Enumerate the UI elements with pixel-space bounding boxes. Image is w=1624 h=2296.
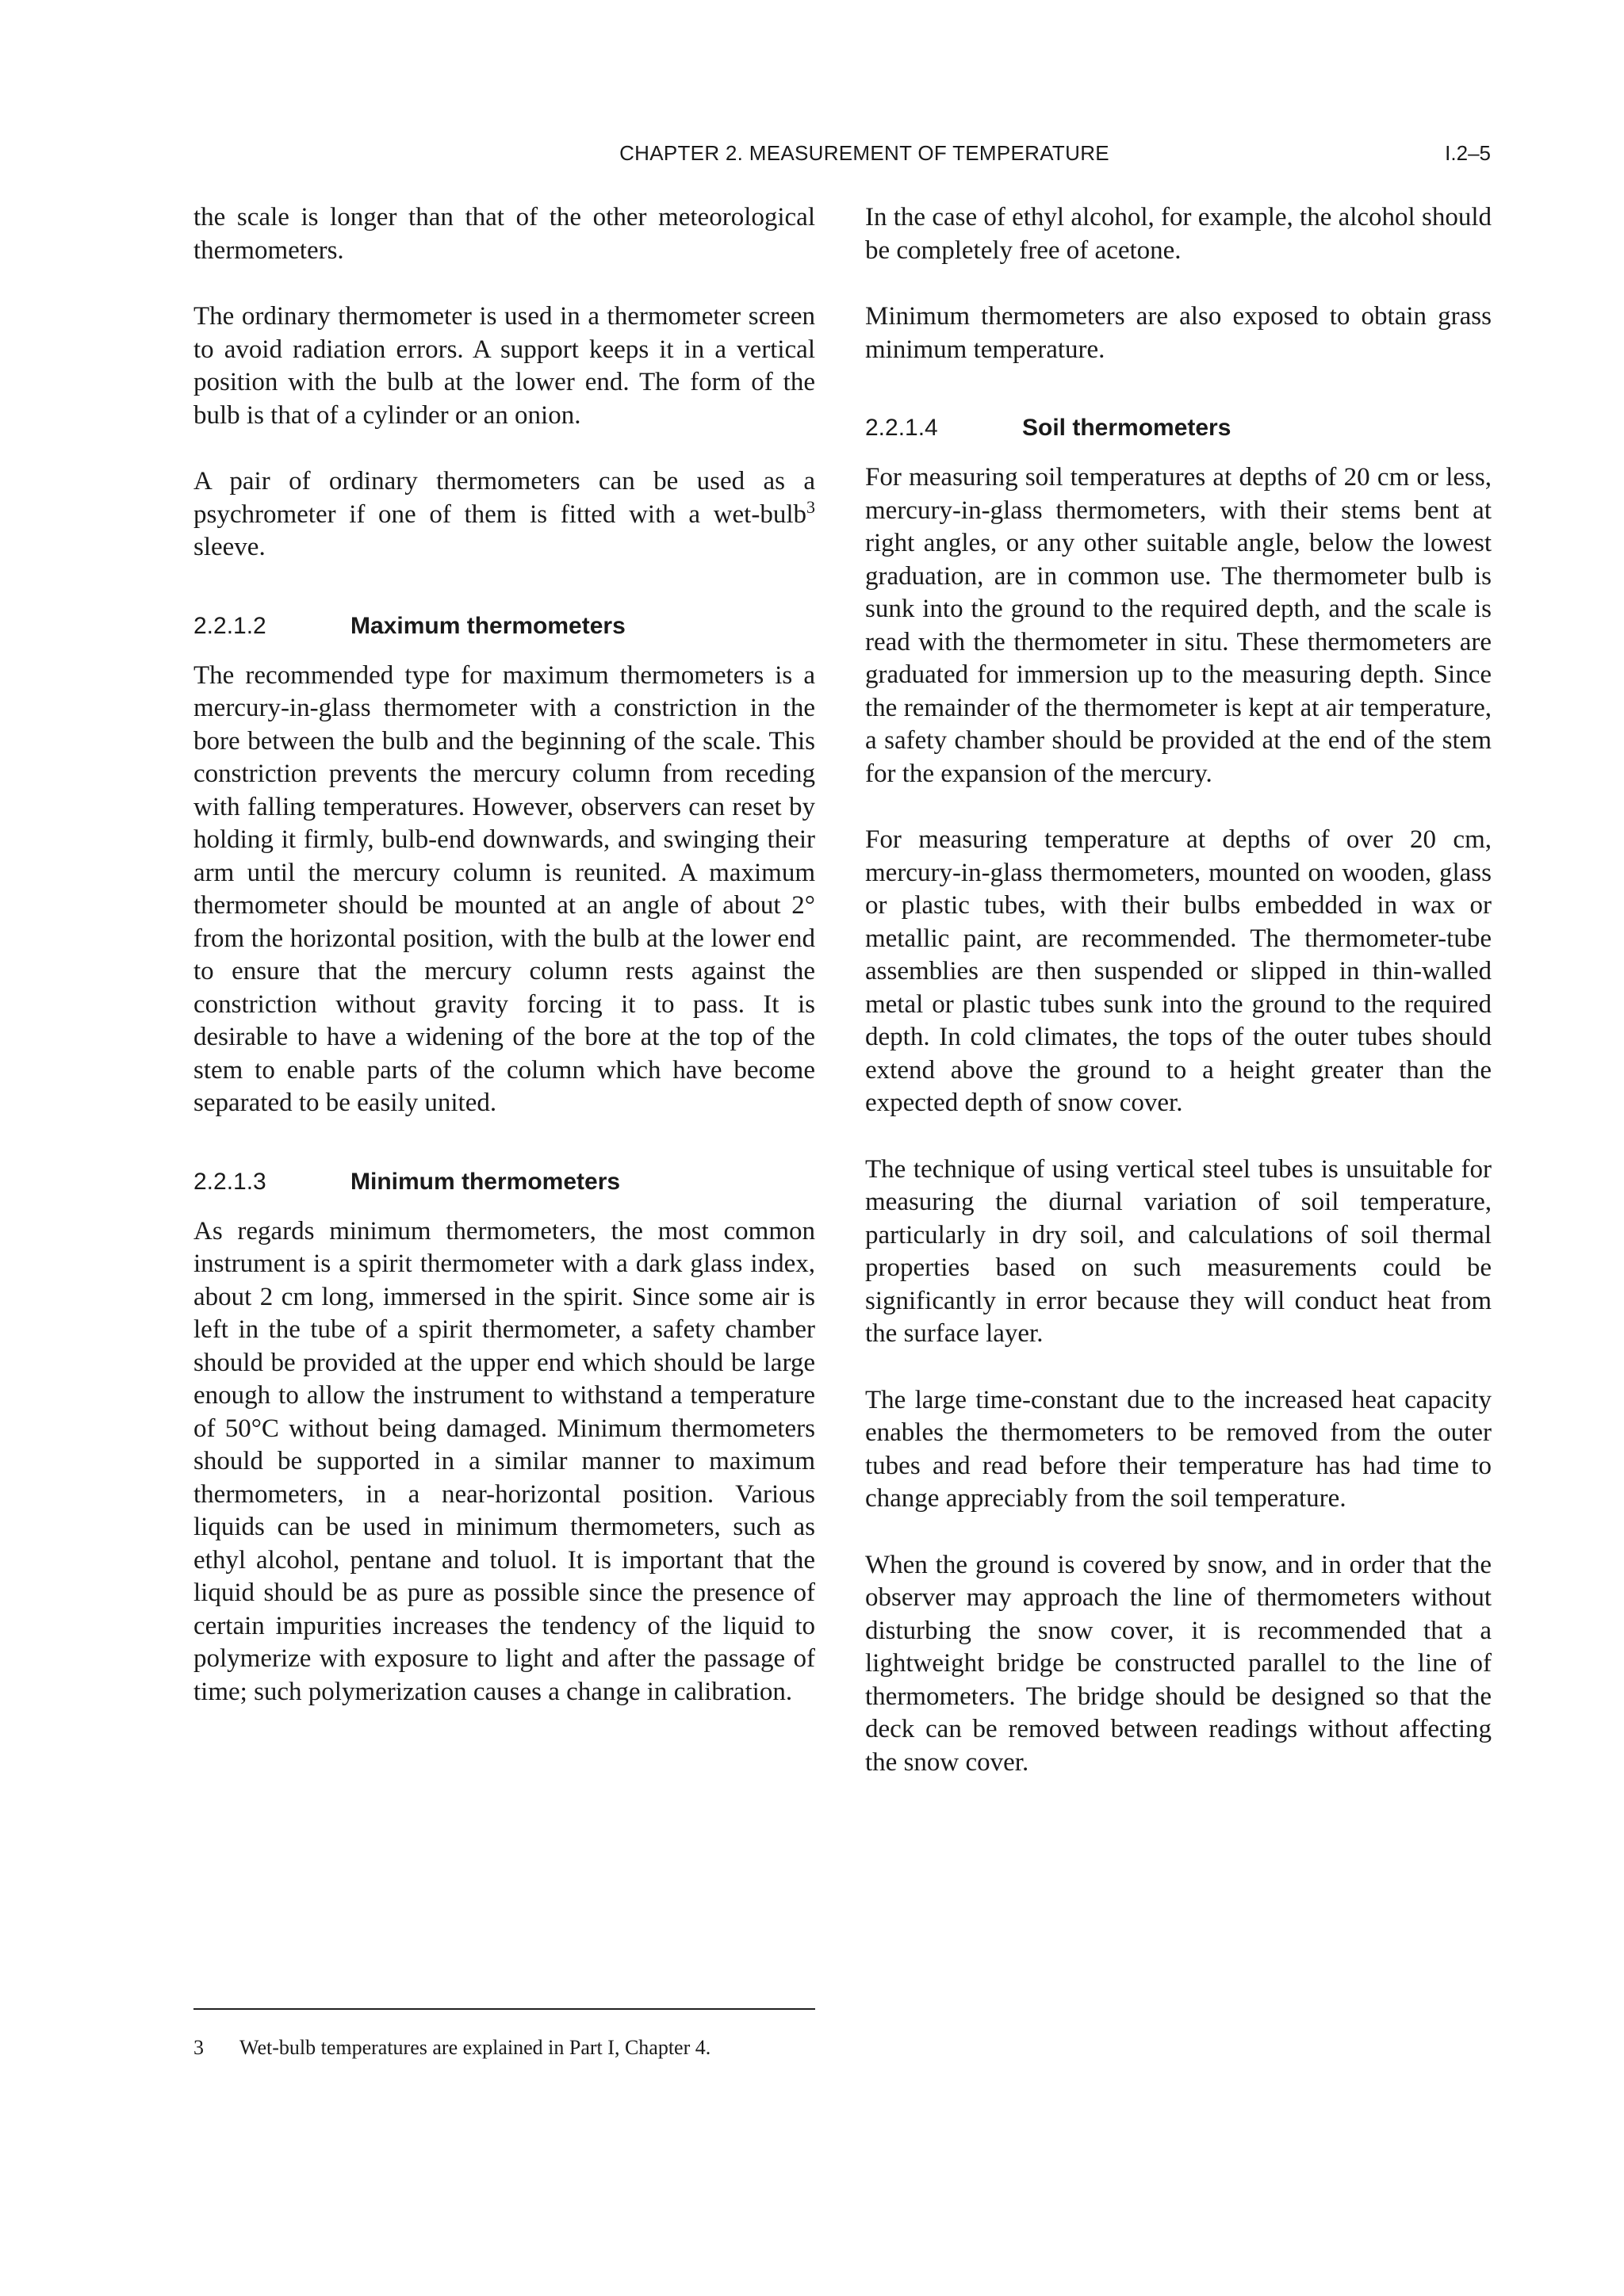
section-heading-minimum-thermometers [193,1166,815,1198]
section-number: 2.2.1.3 [193,1168,266,1195]
paragraph: The technique of using vertical steel tubes is unsuitable for measuring the diurnal variation of soil temperature, particularly in dry soil, and calculations of soil thermal properties based on such measurements could be significantly in error because they will conduct heat from the surface layer. [865,1154,1492,1348]
section-title: Soil thermometers [1022,415,1231,441]
paragraph: The ordinary thermometer is used in a thermometer screen to avoid radiation errors. A support keeps it in a vertical position with the bulb at the lower end. The form of the bulb is that of a cylinder or an onion. [193,302,815,430]
paragraph-text: A pair of ordinary thermometers can be used as a psychrometer if one of them is fitted with a wet-bulb [193,467,815,529]
running-header: CHAPTER 2. MEASUREMENT OF TEMPERATURE [619,141,1109,165]
section-title: Maximum thermometers [350,612,626,639]
footnote-divider [193,2008,815,2010]
paragraph-with-footnote-ref [193,465,815,564]
paragraph: the scale is longer than that of the other meteorological thermometers. [193,203,815,265]
section-number: 2.2.1.4 [865,415,938,441]
paragraph-text: sleeve. [193,533,266,561]
section-title: Minimum thermometers [350,1168,621,1195]
section-heading-soil-thermometers [865,412,1492,444]
section-heading-maximum-thermometers [193,610,815,642]
paragraph: For measuring soil temperatures at depths of 20 cm or less, mercury-in-glass thermometers, with their stems bent at right angles, or any other suitable angle, below the lowest graduation, are in common use. The thermometer bulb is sunk into the ground to the required depth, and the scale is read with the thermometer in situ. These thermometers are graduated for immersion up to the measuring depth. Since the remainder of the thermometer is kept at air temperature, a safety chamber should be provided at the end of the stem for the expansion of the mercury. [865,463,1492,788]
footnote [193,2036,815,2060]
left-column [193,201,815,1742]
paragraph: The large time-constant due to the increased heat capacity enables the thermometers to be removed from the outer tubes and read before their temperature has had time to change appreciably from the soil temperature. [865,1385,1492,1513]
footnote-reference: 3 [806,496,815,517]
paragraph: As regards minimum thermometers, the most common instrument is a spirit thermometer with a dark glass index, about 2 cm long, immersed in the spirit. Since some air is left in the tube of a spirit thermometer, a safety chamber should be provided at the upper end which should be large enough to allow the instrument to withstand a temperature of 50°C without being damaged. Minimum thermometers should be supported in a similar manner to maximum thermometers, in a near-horizontal position. Various liquids can be used in minimum thermometers, such as ethyl alcohol, pentane and toluol. It is important that the liquid should be as pure as possible since the presence of certain impurities increases the tendency of the liquid to polymerize with exposure to light and after the passage of time; such polymerization causes a change in calibration. [193,1216,815,1706]
footnote-text: Wet-bulb temperatures are explained in Part I, Chapter 4. [239,2036,711,2059]
paragraph: Minimum thermometers are also exposed to obtain grass minimum temperature. [865,302,1492,364]
paragraph: When the ground is covered by snow, and in order that the observer may approach the line of thermometers without disturbing the snow cover, it is recommended that a lightweight bridge be constructed parallel to the line of thermometers. The bridge should be designed so that the deck can be removed between readings without affecting the snow cover. [865,1550,1492,1777]
footnote-number: 3 [193,2036,204,2059]
section-number: 2.2.1.2 [193,612,266,639]
paragraph: For measuring temperature at depths of over 20 cm, mercury-in-glass thermometers, mounted on wooden, glass or plastic tubes, with their bulbs embedded in wax or metallic paint, are recommended. The thermometer-tube assemblies are then suspended or slipped in thin-walled metal or plastic tubes sunk into the ground to the required depth. In cold climates, the tops of the outer tubes should extend above the ground to a height greater than the expected depth of snow cover. [865,825,1492,1117]
page-number: I.2–5 [1445,141,1491,165]
right-column [865,201,1492,1812]
paragraph: The recommended type for maximum thermometers is a mercury-in-glass thermometer with a constriction in the bore between the bulb and the beginning of the scale. This constriction prevents the mercury column from receding with falling temperatures. However, observers can reset by holding it firmly, bulb-end downwards, and swinging their arm until the mercury column is reunited. A maximum thermometer should be mounted at an angle of about 2° from the horizontal position, with the bulb at the lower end to ensure that the mercury column rests against the constriction without gravity forcing it to pass. It is desirable to have a widening of the bore at the top of the stem to enable parts of the column which have become separated to be easily united. [193,660,815,1117]
paragraph: In the case of ethyl alcohol, for example, the alcohol should be completely free of acetone. [865,203,1492,265]
